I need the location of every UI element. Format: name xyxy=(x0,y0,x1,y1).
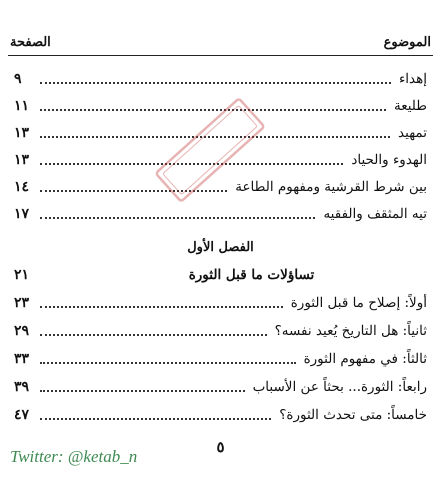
toc-header xyxy=(10,32,431,52)
chapter-entry[interactable] xyxy=(14,264,427,286)
header-divider xyxy=(8,55,433,56)
twitter-handle: Twitter: @ketab_n xyxy=(10,447,138,466)
entry-page: ٤٧ xyxy=(14,407,30,423)
entry-page: ١٣ xyxy=(14,125,30,141)
leader-dots xyxy=(40,306,283,308)
entry-page: ١٤ xyxy=(14,179,30,195)
topic-column-label: الموضوع xyxy=(383,34,431,50)
entry-title: رابعاً: الثورة... بحثاً عن الأسباب xyxy=(252,379,427,395)
leader-dots xyxy=(40,136,390,138)
leader-dots xyxy=(40,163,343,165)
toc-entry[interactable] xyxy=(14,348,427,370)
entry-page: ٣٩ xyxy=(14,379,30,395)
leader-dots xyxy=(40,109,386,111)
entry-page: ١٧ xyxy=(14,206,30,222)
entry-page: ٩ xyxy=(14,71,22,87)
toc-entry[interactable] xyxy=(14,176,427,198)
toc-entry[interactable] xyxy=(14,149,427,171)
toc-entry[interactable] xyxy=(14,68,427,90)
entry-title: ثالثاً: في مفهوم الثورة xyxy=(303,351,427,367)
entry-page: ١٣ xyxy=(14,152,30,168)
toc-entry[interactable] xyxy=(14,376,427,398)
leader-dots xyxy=(40,82,391,84)
entry-page: ١١ xyxy=(14,98,30,114)
page-column-label: الصفحة xyxy=(10,34,51,50)
leader-dots xyxy=(40,217,315,219)
entry-title: تمهيد xyxy=(398,125,427,141)
toc-entry[interactable] xyxy=(14,292,427,314)
chapter-title: تساؤلات ما قبل الثورة xyxy=(188,267,315,283)
toc-entry[interactable] xyxy=(14,95,427,117)
leader-dots xyxy=(40,362,296,364)
toc-entry[interactable] xyxy=(14,203,427,225)
leader-dots xyxy=(40,390,245,392)
toc-entry[interactable] xyxy=(14,122,427,144)
entry-title: بين شرط القرشية ومفهوم الطاعة xyxy=(235,179,427,195)
toc-entry[interactable] xyxy=(14,320,427,342)
page-number: ٥ xyxy=(216,438,225,456)
entry-title: ثانياً: هل التاريخ يُعيد نفسه؟ xyxy=(274,323,427,339)
entry-page: ٣٣ xyxy=(14,351,30,367)
leader-dots xyxy=(40,334,267,336)
leader-dots xyxy=(40,418,271,420)
entry-title: الهدوء والحياد xyxy=(351,152,427,168)
entry-title: أولاً: إصلاح ما قبل الثورة xyxy=(290,295,427,311)
toc-entry[interactable] xyxy=(14,404,427,426)
entry-title: تيه المثقف والفقيه xyxy=(323,206,427,222)
entry-title: إهداء xyxy=(398,71,427,87)
leader-dots xyxy=(40,190,227,192)
entry-title: طليعة xyxy=(393,98,427,114)
chapter-heading: الفصل الأول xyxy=(187,240,254,255)
chapter-page: ٢١ xyxy=(14,267,30,283)
entry-page: ٢٩ xyxy=(14,323,30,339)
entry-page: ٢٣ xyxy=(14,295,30,311)
entry-title: خامساً: متى تحدث الثورة؟ xyxy=(279,407,427,423)
